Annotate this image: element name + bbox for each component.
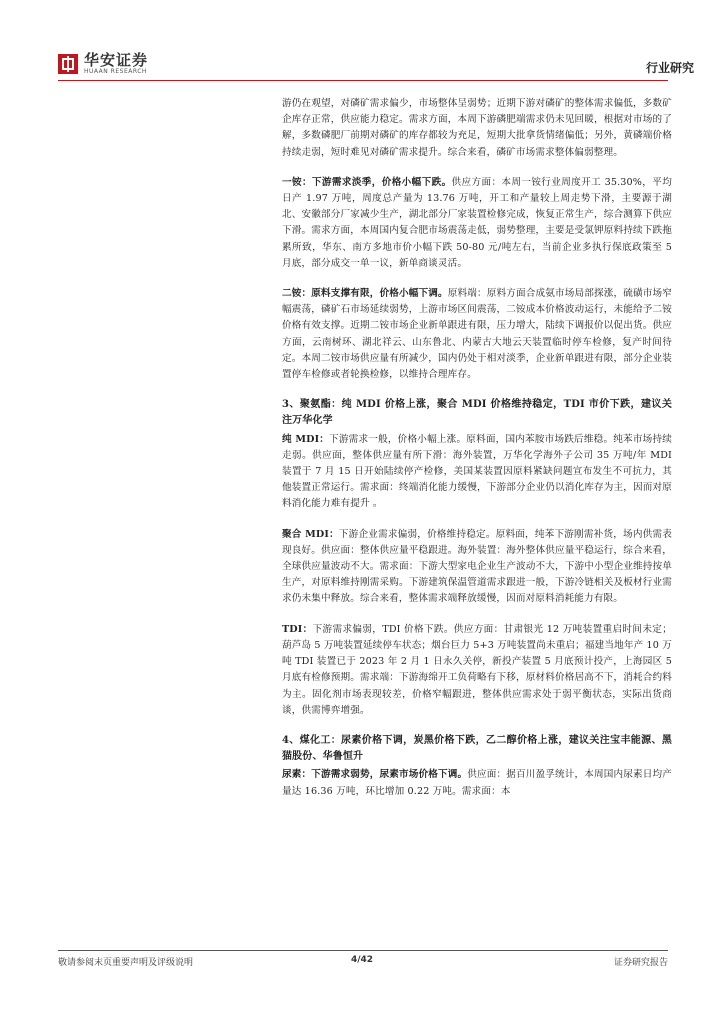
paragraph-map: 一铵：下游需求淡季，价格小幅下跌。供应方面：本周一铵行业周度开工 35.30%，平均日产 1.97 万吨，周度总产量为 13.76 万吨，开工和产量较上周走势下滑，主要源于湖北、安徽部分厂家减少生产，湖北部分厂家装置检修完成，恢复正常生产，综合测算下供应下滑。需求方面，本周国内复合肥市场震荡走低，弱势整理，主要是受氯钾原料持续下跌拖累所致，华东、南方多地市价小幅下跌 50-80 元/吨左右，当前企业多执行保底政策至 5 月底，部分成交一单一议，新单商谈灵活。: [282, 176, 672, 269]
paragraph-lead: 一铵：下游需求淡季，价格小幅下跌。: [282, 176, 452, 188]
header-divider: [58, 80, 668, 81]
paragraph-urea: 尿素：下游需求弱势，尿素市场价格下调。供应面：据百川盈孚统计，本周国内尿素日均产量达 16.36 万吨，环比增加 0.22 万吨。需求面：本: [282, 769, 672, 797]
paragraph-lead: 尿素：下游需求弱势，尿素市场价格下调。: [282, 769, 468, 781]
paragraph-polymeric-mdi: 聚合 MDI：下游企业需求偏弱，价格维持稳定。原料面，纯苯下游刚需补货，场内供需表现良好。供应面：整体供应量平稳跟进。海外装置：海外整体供应量平稳运行，综合来看，全球供应量波动不大。需求面：下游大型家电企业生产波动不大，下游中小型企业维持按单生产，对原料维持刚需采购。下游建筑保温管道需求跟进一般，下游冷链相关及板材行业需求仍未集中释放。综合来看，整体需求端释放缓慢，因而对原料消耗能力有限。: [282, 528, 672, 605]
paragraph-lead: 纯 MDI：: [282, 433, 330, 445]
brand-name-en: HUAAN RESEARCH: [84, 68, 147, 75]
paragraph-pure-mdi: 纯 MDI：下游需求一般，价格小幅上涨。原料面，国内苯胺市场跌后维稳。纯苯市场持续走弱。供应面，整体供应量有所下滑：海外装置，万华化学海外子公司 35 万吨/年 MDI 装置于 7 月 15 日开始陆续停产检修，美国某装置因原料紧缺问题宣布发生不可抗力，其他装置正常运行。需求面：终端消化能力缓慢，下游部分企业仍以消化库存为主，因而对原料消化能力难有提升 。: [282, 433, 672, 510]
paragraph-tdi: TDI：下游需求偏弱，TDI 价格下跌。供应方面：甘肃银光 12 万吨装置重启时间未定；葫芦岛 5 万吨装置延续停车状态；烟台巨力 5+3 万吨装置尚未重启；福建当地年产 10 万吨 TDI 装置已于 2023 年 2 月 1 日永久关停，新投产装置 5 月底预计投产，上海园区 5 月底有检修预期。需求端：下游海绵开工负荷略有下移，原材料价格居高不下，消耗合约料为主。固化剂市场表现较差，价格窄幅跟进，整体供应需求处于弱平衡状态，实际出货商谈，供需博弈增强。: [282, 623, 673, 716]
footer-doc-type: 证券研究报告: [613, 958, 668, 968]
page-number: 4/42: [350, 955, 374, 965]
section-heading-polyurethane: 3、聚氨酯：纯 MDI 价格上涨，聚合 MDI 价格维持稳定，TDI 市价下跌，建议关注万华化学: [282, 399, 672, 427]
paragraph-lead: 二铵：原料支撑有限，价格小幅下调。: [282, 288, 448, 300]
seal-icon: [58, 54, 78, 74]
report-body: [282, 96, 672, 808]
section-label: 行业研究: [645, 61, 694, 75]
footer-disclaimer: 敬请参阅末页重要声明及评级说明: [58, 958, 194, 968]
section-heading-coal-chemical: 4、煤化工：尿素价格下调，炭黑价格下跌，乙二醇价格上涨，建议关注宝丰能源、黑猫股份、华鲁恒升: [282, 734, 672, 763]
paragraph-phosphate-rock: 游仍在观望，对磷矿需求偏少，市场整体呈弱势；近期下游对磷矿的整体需求偏低，多数矿企库存正常，供应能力稳定。需求方面，本周下游磷肥端需求仍未见回暖，根据对市场的了解，多数磷肥厂前期对磷矿的库存都较为充足，短期大批拿货情绪偏低；另外，黄磷端价格持续走弱，短时难见对磷矿需求提升。综合来看，磷矿市场需求整体偏弱整理。: [282, 98, 672, 158]
page-header: [0, 0, 724, 84]
paragraph-dap: 二铵：原料支撑有限，价格小幅下调。原料端：原料方面合成氨市场局部探涨，硫磺市场窄幅震荡，磷矿石市场延续弱势，上游市场区间震荡，二铵成本价格波动运行，未能给予二铵价格有效支撑。近期二铵市场企业新单跟进有限，压力增大，陆续下调报价以促出货。供应方面，云南树环、湖北祥云、山东鲁北、内蒙古大地云天装置临时停车检修，复产时间待定。本周二铵市场供应量有所减少，国内仍处于相对淡季，企业新单跟进有限，部分企业装置停车检修或者轮换检修，以维持合理库存。: [282, 288, 672, 381]
brand-logo: [58, 53, 148, 75]
paragraph-lead: 聚合 MDI：: [282, 528, 339, 540]
brand-name-cn: 华安证券: [84, 51, 149, 69]
paragraph-lead: TDI：: [282, 623, 313, 635]
footer-divider: [58, 950, 668, 951]
